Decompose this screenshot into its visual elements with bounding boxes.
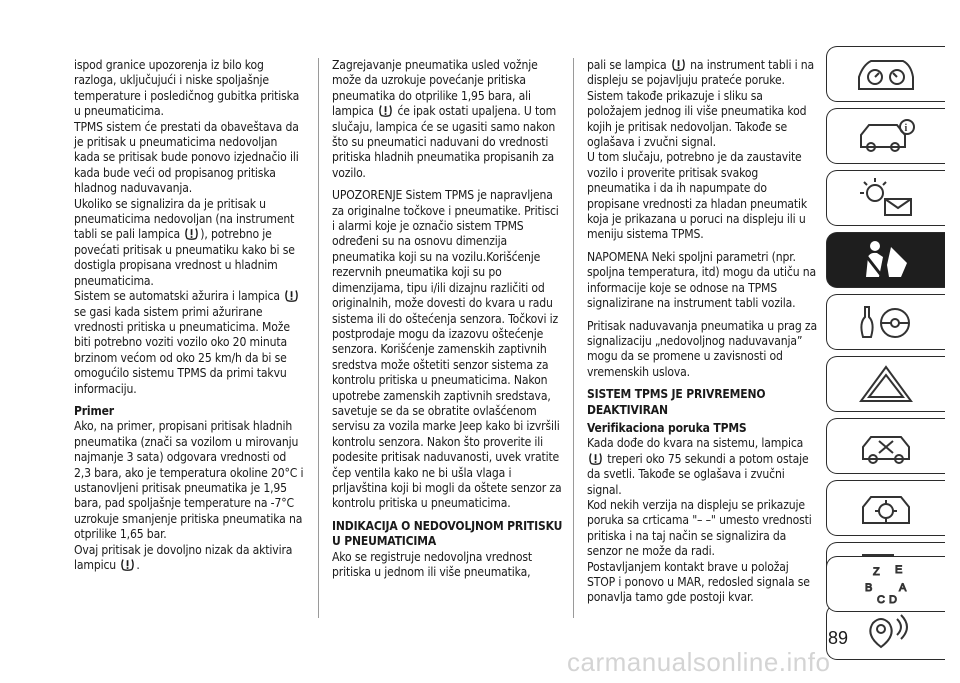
paragraph: ispod granice upozorenja iz bilo kog razloga, uključujući i niske spoljašnje temperature i posledičnog gubitka pritiska u pneumaticima. bbox=[74, 58, 300, 119]
svg-text:Z: Z bbox=[873, 566, 880, 578]
tpms-warning-glyph bbox=[378, 104, 393, 117]
tpms-warning-glyph bbox=[671, 58, 686, 71]
tab-car-info[interactable] bbox=[826, 108, 945, 164]
starting-driving-icon bbox=[851, 299, 921, 345]
watermark: carmanualsonline.info bbox=[567, 647, 831, 677]
tab-warning[interactable] bbox=[826, 356, 945, 412]
section-heading: SISTEM TPMS JE PRIVREMENO DEAKTIVIRAN bbox=[587, 387, 766, 417]
paragraph bbox=[332, 58, 564, 181]
paragraph: Kod nekih verzija na displeju se prikazuje poruka sa crticama "– –" umesto vrednosti pritiska i na taj način se signalizira da senzor ne može da radi. bbox=[587, 497, 812, 559]
safety-seatbelt-airbag-icon bbox=[851, 237, 921, 283]
text-run: Zagrejavanje pneumatika usled vožnje može da uzrokuje povećanje pritiska pneumatika do otprilike 1,95 bara, ali lampica bbox=[332, 58, 538, 119]
tpms-warning-glyph bbox=[120, 558, 135, 571]
tpms-warning-icon bbox=[184, 227, 199, 240]
tab-emergency[interactable] bbox=[826, 418, 945, 474]
tpms-warning-glyph bbox=[284, 289, 299, 302]
svg-text:i: i bbox=[904, 123, 908, 134]
tpms-warning-icon bbox=[284, 289, 299, 302]
service-maintenance-icon bbox=[851, 485, 921, 531]
tab-service[interactable] bbox=[826, 480, 945, 536]
tab-safety[interactable] bbox=[826, 232, 945, 288]
text-run: Sistem se automatski ažurira i lampica bbox=[74, 289, 284, 304]
text-run: . bbox=[136, 558, 140, 572]
note-paragraph: NAPOMENA Neki spoljni parametri (npr. spoljna temperatura, itd) mogu da utiču na informacije koje se odnose na TPMS signalizirane na instrument tabli vozila. bbox=[587, 249, 817, 311]
paragraph: Pritisak naduvavanja pneumatika u prag za signalizaciju „nedovoljnog naduvavanja” mogu da se promene u zavisnosti od vremenskih uslova. bbox=[587, 318, 817, 379]
column-divider bbox=[318, 58, 319, 618]
multimedia-icon bbox=[851, 609, 921, 655]
text-run: će ipak ostati upaljena. U tom slučaju, lampica će se ugasiti samo nakon što su pneumatici naduvani do vrednosti pritiska hladnih pneumatika propisanih za vozilo. bbox=[332, 104, 557, 180]
car-info-icon bbox=[851, 113, 921, 159]
text-run: pali se lampica bbox=[587, 58, 670, 72]
svg-text:D: D bbox=[889, 594, 897, 606]
tab-starting-driving[interactable] bbox=[826, 294, 945, 350]
tab-index[interactable] bbox=[826, 556, 945, 612]
text-run: Ukoliko se signalizira da je pritisak u pneumaticima nedovoljan (na instrument tabli se pali lampica bbox=[74, 196, 295, 242]
text-run: Kada dođe do kvara na sistemu, lampica bbox=[587, 436, 804, 451]
tpms-warning-icon bbox=[120, 558, 135, 571]
column-divider bbox=[573, 58, 574, 618]
subsection-heading: Verifikaciona poruka TPMS bbox=[587, 420, 747, 435]
text-column-1 bbox=[74, 58, 306, 573]
lights-message-icon bbox=[851, 175, 921, 221]
section-heading: INDIKACIJA O NEDOVOLJNOM PRITISKU U PNEUMATICIMA bbox=[332, 518, 563, 549]
text-column-3 bbox=[587, 58, 819, 606]
paragraph: Ako se registruje nedovoljna vrednost pritiska u jednom ili više pneumatika, bbox=[332, 549, 533, 579]
tab-dashboard[interactable] bbox=[826, 46, 945, 102]
tpms-warning-glyph bbox=[588, 452, 603, 465]
svg-text:B: B bbox=[865, 582, 873, 594]
paragraph bbox=[587, 436, 819, 498]
warning-paragraph: UPOZORENJE Sistem TPMS je napravljena za originalne točkove i pneumatike. Pritisci i alarmi koje je označio sistem TPMS određeni su na osnovu dimenzija pneumatika koji su na vozilu.Korišćenje rezervnih pneumatika koji su po dimenzijama, tipu i/ili dizajnu različiti od originalnih, može dovesti do kvara u radu sistema ili do oštećenja senzora. Točkovi iz postprodaje mogu da izazovu oštećenje senzora. Korišćenje zamenskih zaptivnih sredstva može oštetiti senzor sistema za kontrolu pritiska u pneumaticima. Nakon upotrebe zamenskih zaptivnih sredstava, savetuje se da se obratite ovlašćenom servisu za vozila marke Jeep kako bi izvršili kontrolu senzora. Nakon što proverite ili podesite pritisak naduvanosti, uvek vratite čep ventila kako ne bi ušla vlaga i prljavština koji bi mogli da oštete senzor za kontrolu pritiska u pneumaticima. bbox=[332, 188, 562, 511]
paragraph bbox=[587, 58, 819, 150]
tpms-warning-icon bbox=[588, 452, 603, 465]
text-column-2 bbox=[332, 58, 564, 580]
tab-lights-messages[interactable] bbox=[826, 170, 945, 226]
warning-triangle-icon bbox=[851, 361, 921, 407]
svg-text:E: E bbox=[895, 564, 903, 576]
paragraph: Ako, na primer, propisani pritisak hladnih pneumatika (znači sa vozilom u mirovanju najmanje 3 sata) odgovara vrednosti od 2,3 bara, ako je temperatura okoline 20°C i ustanovljeni pritisak pneumatika je 1,95 bara, pad spoljašnje temperature na -7°C uzrokuje smanjenje pritiska pneumatika na otprilike 1,65 bar. bbox=[74, 419, 304, 542]
paragraph: U tom slučaju, potrebno je da zaustavite vozilo i proverite pritisak svakog pneumatika i da ih napumpate do propisane vrednosti za hladan pneumatik koja je prikazana u poruci na displeju ili u meniju sistema TPMS. bbox=[587, 150, 808, 242]
paragraph bbox=[74, 289, 306, 397]
alphabetical-index-icon bbox=[851, 561, 921, 607]
svg-text:A: A bbox=[899, 582, 907, 594]
tpms-warning-glyph bbox=[184, 227, 199, 240]
car-dashboard-icon bbox=[851, 51, 921, 97]
section-heading: Primer bbox=[74, 403, 114, 418]
paragraph bbox=[74, 197, 306, 289]
page-number: 89 bbox=[828, 628, 849, 648]
text-run: Ovaj pritisak je dovoljno nizak da aktivira lampicu bbox=[74, 542, 293, 572]
emergency-car-icon bbox=[851, 423, 921, 469]
paragraph: Postavljanjem kontakt brave u položaj STOP i ponovo u MAR, redosled signala se ponavlja tamo gde postoji kvar. bbox=[587, 559, 810, 605]
paragraph: TPMS sistem će prestati da obaveštava da je pritisak u pneumaticima nedovoljan kada se pritisak bude ponovo izjednačio ili kada bude veći od propisanog pritiska hladnog naduvavanja. bbox=[74, 119, 299, 196]
text-run: treperi oko 75 sekundi a potom ostaje da svetli. Takođe se oglašava i zvučni signal. bbox=[587, 451, 809, 497]
tpms-warning-icon bbox=[671, 58, 686, 71]
tpms-warning-icon bbox=[378, 104, 393, 117]
paragraph bbox=[74, 543, 306, 574]
text-run: na instrument tabli i na displeju se pojavljuju prateće poruke. Sistem takođe prikazuje i sliku sa položajem jednog ili više pneumatika kod kojih je pritisak nedovoljan. Takođe se oglašava i zvučni signal. bbox=[587, 58, 815, 150]
svg-text:C: C bbox=[877, 594, 885, 606]
text-run: se gasi kada sistem primi ažurirane vrednosti pritiska u pneumaticima. Može biti potrebno voziti vozilo oko 20 minuta brzinom većom od oko 25 km/h da bi se omogućilo sistemu TPMS da primi takvu informaciju. bbox=[74, 304, 290, 396]
text-run: ), potrebno je povećati pritisak u pneumatiku kako bi se dostigla propisana vrednost u hladnim pneumaticima. bbox=[74, 227, 295, 288]
